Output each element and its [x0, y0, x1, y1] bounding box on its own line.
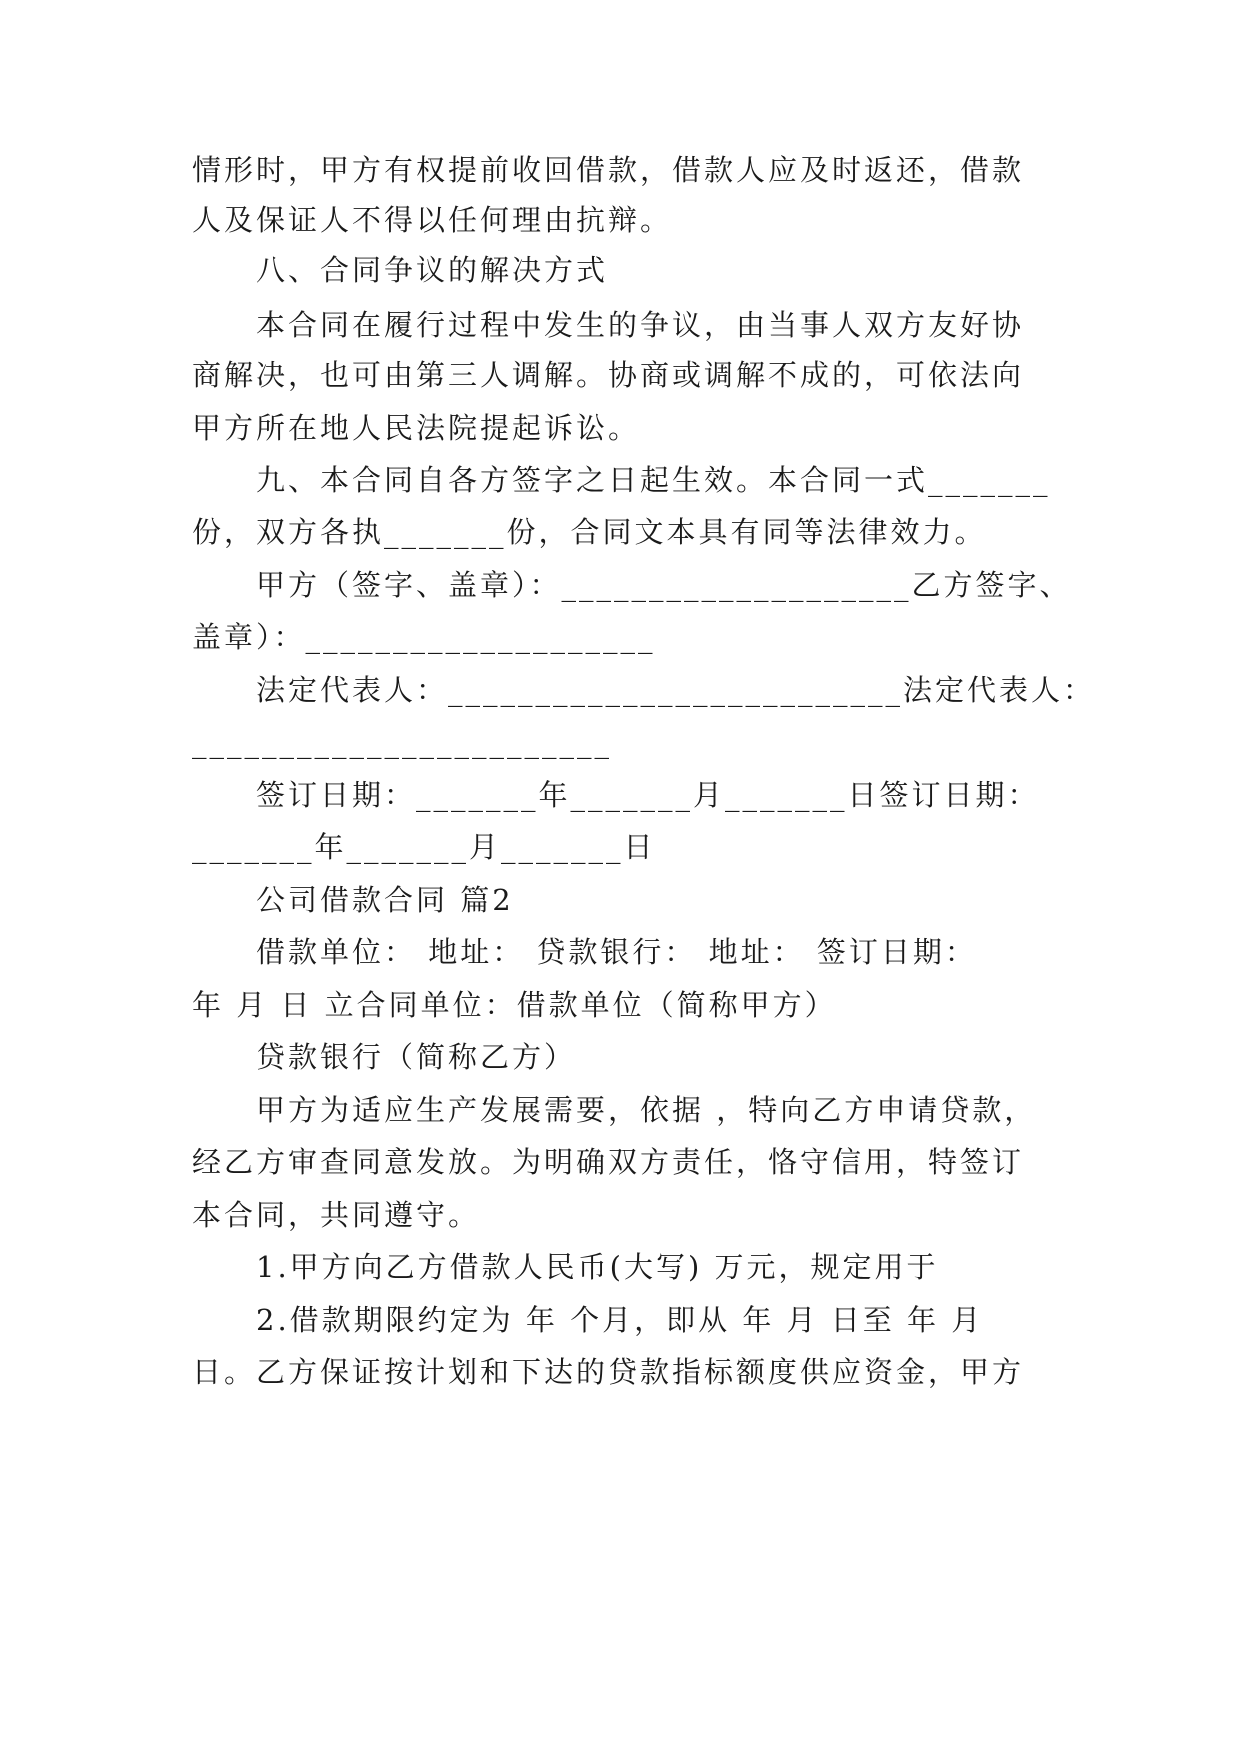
text-line: 日。乙方保证按计划和下达的贷款指标额度供应资金，甲方 [192, 1355, 1025, 1389]
signature-line: 盖章）：____________________ [192, 620, 656, 654]
clause-1: 1.甲方向乙方借款人民币(大写) 万元，规定用于 [256, 1250, 939, 1284]
text-line: 九、本合同自各方签字之日起生效。本合同一式_______ [256, 463, 1051, 497]
text-line: 甲方为适应生产发展需要，依据 ，特向乙方申请贷款， [256, 1093, 1037, 1127]
text-line: 贷款银行（简称乙方） [256, 1040, 577, 1074]
article-title: 公司借款合同 篇2 [256, 883, 514, 917]
clause-2: 2.借款期限约定为 年 个月，即从 年 月 日至 年 月 [256, 1303, 984, 1337]
representative-line: 法定代表人：__________________________法定代表人： [256, 673, 1096, 707]
text-line: 情形时，甲方有权提前收回借款，借款人应及时返还，借款 [192, 153, 1025, 187]
text-line: 年 月 日 立合同单位：借款单位（简称甲方） [192, 988, 837, 1022]
text-line: 人及保证人不得以任何理由抗辩。 [192, 203, 673, 237]
text-line: 借款单位： 地址： 贷款银行： 地址： 签订日期： [256, 935, 977, 969]
section-heading: 八、合同争议的解决方式 [256, 253, 609, 287]
representative-line: ________________________ [192, 725, 612, 759]
text-line: 经乙方审查同意发放。为明确双方责任，恪守信用，特签订 [192, 1145, 1025, 1179]
text-line: 本合同，共同遵守。 [192, 1198, 481, 1232]
text-line: 商解决，也可由第三人调解。协商或调解不成的，可依法向 [192, 358, 1025, 392]
text-line: 份，双方各执_______份，合同文本具有同等法律效力。 [192, 515, 987, 549]
date-line: _______年_______月_______日 [192, 830, 656, 864]
text-line: 甲方所在地人民法院提起诉讼。 [192, 411, 641, 445]
date-line: 签订日期：_______年_______月_______日签订日期： [256, 778, 1040, 812]
signature-line: 甲方（签字、盖章）：____________________乙方签字、 [256, 568, 1072, 602]
text-line: 本合同在履行过程中发生的争议，由当事人双方友好协 [256, 308, 1025, 342]
